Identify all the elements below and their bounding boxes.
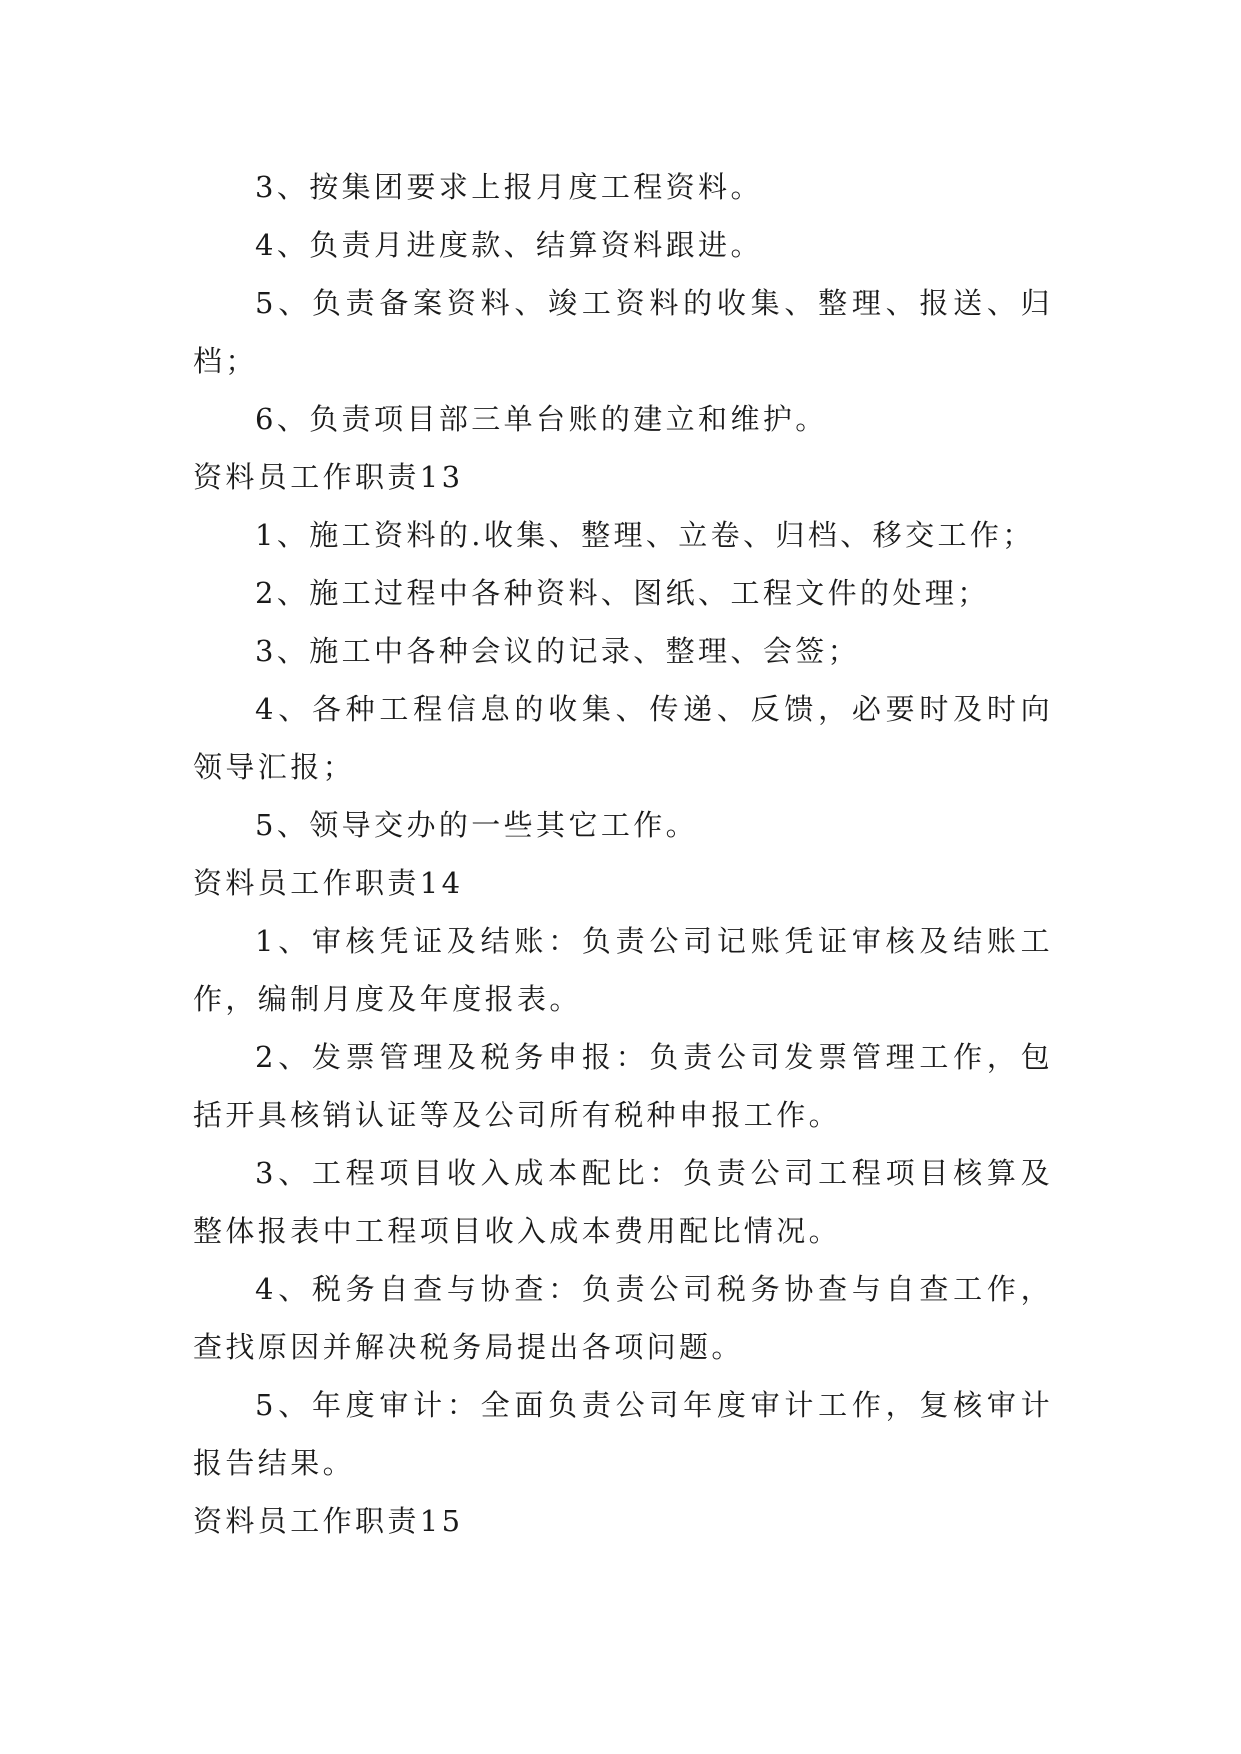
- intro-item-3: 3、按集团要求上报月度工程资料。: [255, 170, 763, 204]
- section-13-title: 资料员工作职责13: [193, 460, 464, 494]
- section-14-item-5: 5、年度审计：全面负责公司年度审计工作，复核审计报告结果。: [193, 1388, 1053, 1480]
- section-14-item-4: 4、税务自查与协查：负责公司税务协查与自查工作，查找原因并解决税务局提出各项问题。: [193, 1272, 1053, 1364]
- section-13-item-4: 4、各种工程信息的收集、传递、反馈，必要时及时向领导汇报；: [193, 692, 1053, 784]
- section-14-item-3: 3、工程项目收入成本配比：负责公司工程项目核算及整体报表中工程项目收入成本费用配比情况。: [193, 1156, 1053, 1248]
- section-15-title: 资料员工作职责15: [193, 1504, 464, 1538]
- document-body: [193, 158, 1053, 1550]
- intro-item-6: 6、负责项目部三单台账的建立和维护。: [255, 402, 828, 436]
- section-14-item-2: 2、发票管理及税务申报：负责公司发票管理工作，包括开具核销认证等及公司所有税种申报工作。: [193, 1040, 1053, 1132]
- section-14-title: 资料员工作职责14: [193, 866, 464, 900]
- section-14-item-1: 1、审核凭证及结账：负责公司记账凭证审核及结账工作，编制月度及年度报表。: [193, 924, 1053, 1016]
- section-13-item-1: 1、施工资料的.收集、整理、立卷、归档、移交工作；: [255, 518, 1035, 552]
- section-13-item-2: 2、施工过程中各种资料、图纸、工程文件的处理；: [255, 576, 990, 610]
- section-13-item-3: 3、施工中各种会议的记录、整理、会签；: [255, 634, 861, 668]
- section-13-item-5: 5、领导交办的一些其它工作。: [255, 808, 699, 842]
- intro-item-4: 4、负责月进度款、结算资料跟进。: [255, 228, 763, 262]
- intro-item-5: 5、负责备案资料、竣工资料的收集、整理、报送、归档；: [193, 286, 1053, 378]
